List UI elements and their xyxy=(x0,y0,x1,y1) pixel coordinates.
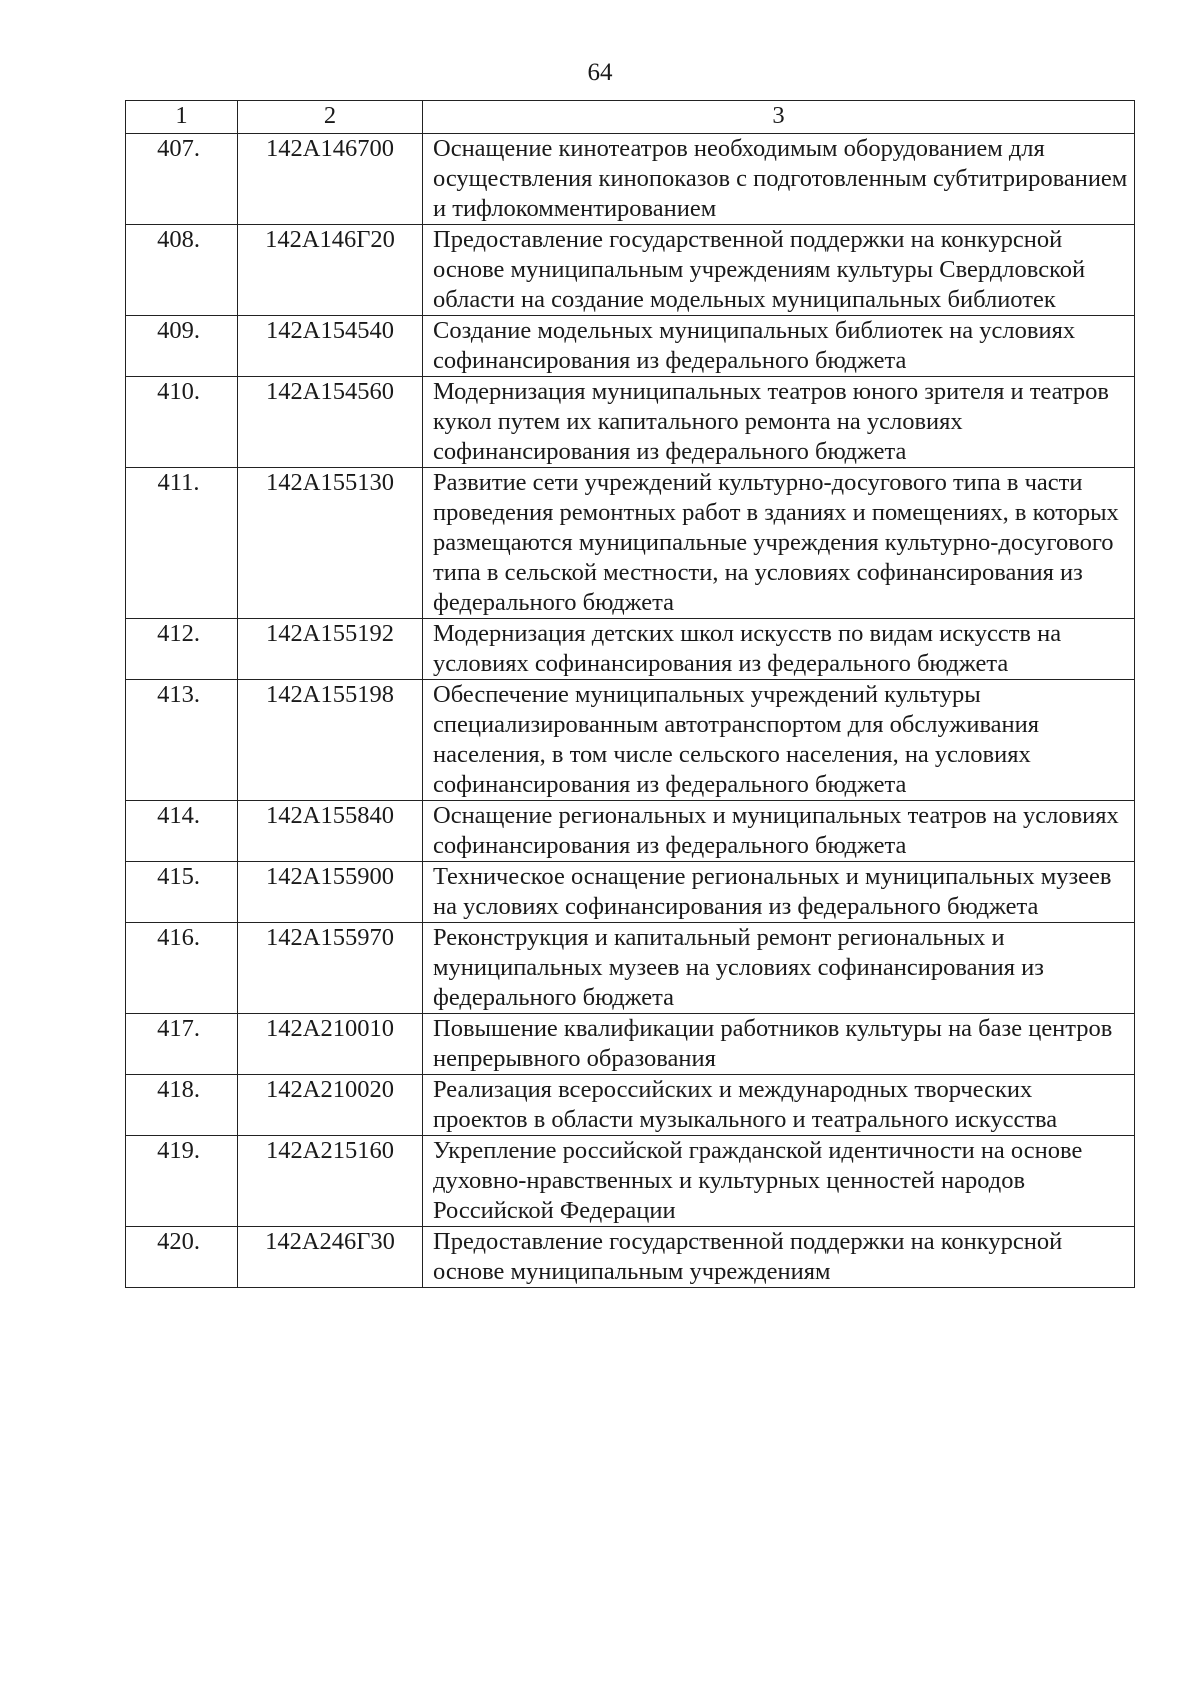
row-description: Реализация всероссийских и международных творческих проектов в области музыкального и театрального искусства xyxy=(423,1075,1135,1136)
row-description: Повышение квалификации работников культуры на базе центров непрерывного образования xyxy=(423,1014,1135,1075)
row-number: 407. xyxy=(126,134,238,225)
row-description: Оснащение кинотеатров необходимым оборудованием для осуществления кинопоказов с подготовленным субтитрированием и тифлокомментированием xyxy=(423,134,1135,225)
column-header-3: 3 xyxy=(423,101,1135,134)
row-description: Создание модельных муниципальных библиотек на условиях софинансирования из федерального бюджета xyxy=(423,316,1135,377)
row-number: 415. xyxy=(126,862,238,923)
table-row xyxy=(126,619,1135,680)
table-row xyxy=(126,680,1135,801)
row-number: 412. xyxy=(126,619,238,680)
row-description: Укрепление российской гражданской идентичности на основе духовно-нравственных и культурных ценностей народов Российской Федерации xyxy=(423,1136,1135,1227)
table-row xyxy=(126,1136,1135,1227)
row-description: Оснащение региональных и муниципальных театров на условиях софинансирования из федерального бюджета xyxy=(423,801,1135,862)
row-number: 408. xyxy=(126,225,238,316)
row-description: Модернизация детских школ искусств по видам искусств на условиях софинансирования из федерального бюджета xyxy=(423,619,1135,680)
column-header-1: 1 xyxy=(126,101,238,134)
row-number: 409. xyxy=(126,316,238,377)
row-description: Предоставление государственной поддержки на конкурсной основе муниципальным учреждениям xyxy=(423,1227,1135,1288)
row-number: 413. xyxy=(126,680,238,801)
table-row xyxy=(126,923,1135,1014)
row-code: 142A146Г20 xyxy=(238,225,423,316)
row-description: Реконструкция и капитальный ремонт региональных и муниципальных музеев на условиях софинансирования из федерального бюджета xyxy=(423,923,1135,1014)
row-code: 142A155130 xyxy=(238,468,423,619)
row-code: 142A154560 xyxy=(238,377,423,468)
row-code: 142A146700 xyxy=(238,134,423,225)
table-row xyxy=(126,134,1135,225)
table-header-row xyxy=(126,101,1135,134)
row-code: 142A154540 xyxy=(238,316,423,377)
table-row xyxy=(126,377,1135,468)
row-number: 410. xyxy=(126,377,238,468)
table-row xyxy=(126,1075,1135,1136)
table-row xyxy=(126,801,1135,862)
row-code: 142A210020 xyxy=(238,1075,423,1136)
table-row xyxy=(126,1227,1135,1288)
row-number: 419. xyxy=(126,1136,238,1227)
table-row xyxy=(126,1014,1135,1075)
table-row xyxy=(126,225,1135,316)
table-row xyxy=(126,316,1135,377)
row-number: 420. xyxy=(126,1227,238,1288)
row-number: 418. xyxy=(126,1075,238,1136)
row-code: 142A210010 xyxy=(238,1014,423,1075)
row-code: 142A155970 xyxy=(238,923,423,1014)
page-number: 64 xyxy=(587,59,613,86)
row-description: Развитие сети учреждений культурно-досугового типа в части проведения ремонтных работ в зданиях и помещениях, в которых размещаются муниципальные учреждения культурно-досугового типа в сельской местности, на условиях софинансирования из федерального бюджета xyxy=(423,468,1135,619)
row-number: 414. xyxy=(126,801,238,862)
row-description: Модернизация муниципальных театров юного зрителя и театров кукол путем их капитального ремонта на условиях софинансирования из федерального бюджета xyxy=(423,377,1135,468)
row-description: Предоставление государственной поддержки на конкурсной основе муниципальным учреждениям культуры Свердловской области на создание модельных муниципальных библиотек xyxy=(423,225,1135,316)
row-number: 416. xyxy=(126,923,238,1014)
row-code: 142A155840 xyxy=(238,801,423,862)
table-row xyxy=(126,862,1135,923)
row-code: 142A155192 xyxy=(238,619,423,680)
row-code: 142A155900 xyxy=(238,862,423,923)
row-number: 411. xyxy=(126,468,238,619)
row-description: Обеспечение муниципальных учреждений культуры специализированным автотранспортом для обслуживания населения, в том числе сельского населения, на условиях софинансирования из федерального бюджета xyxy=(423,680,1135,801)
row-code: 142A155198 xyxy=(238,680,423,801)
row-number: 417. xyxy=(126,1014,238,1075)
data-table xyxy=(125,100,1135,1288)
column-header-2: 2 xyxy=(238,101,423,134)
row-code: 142A215160 xyxy=(238,1136,423,1227)
row-description: Техническое оснащение региональных и муниципальных музеев на условиях софинансирования из федерального бюджета xyxy=(423,862,1135,923)
row-code: 142A246Г30 xyxy=(238,1227,423,1288)
table-row xyxy=(126,468,1135,619)
